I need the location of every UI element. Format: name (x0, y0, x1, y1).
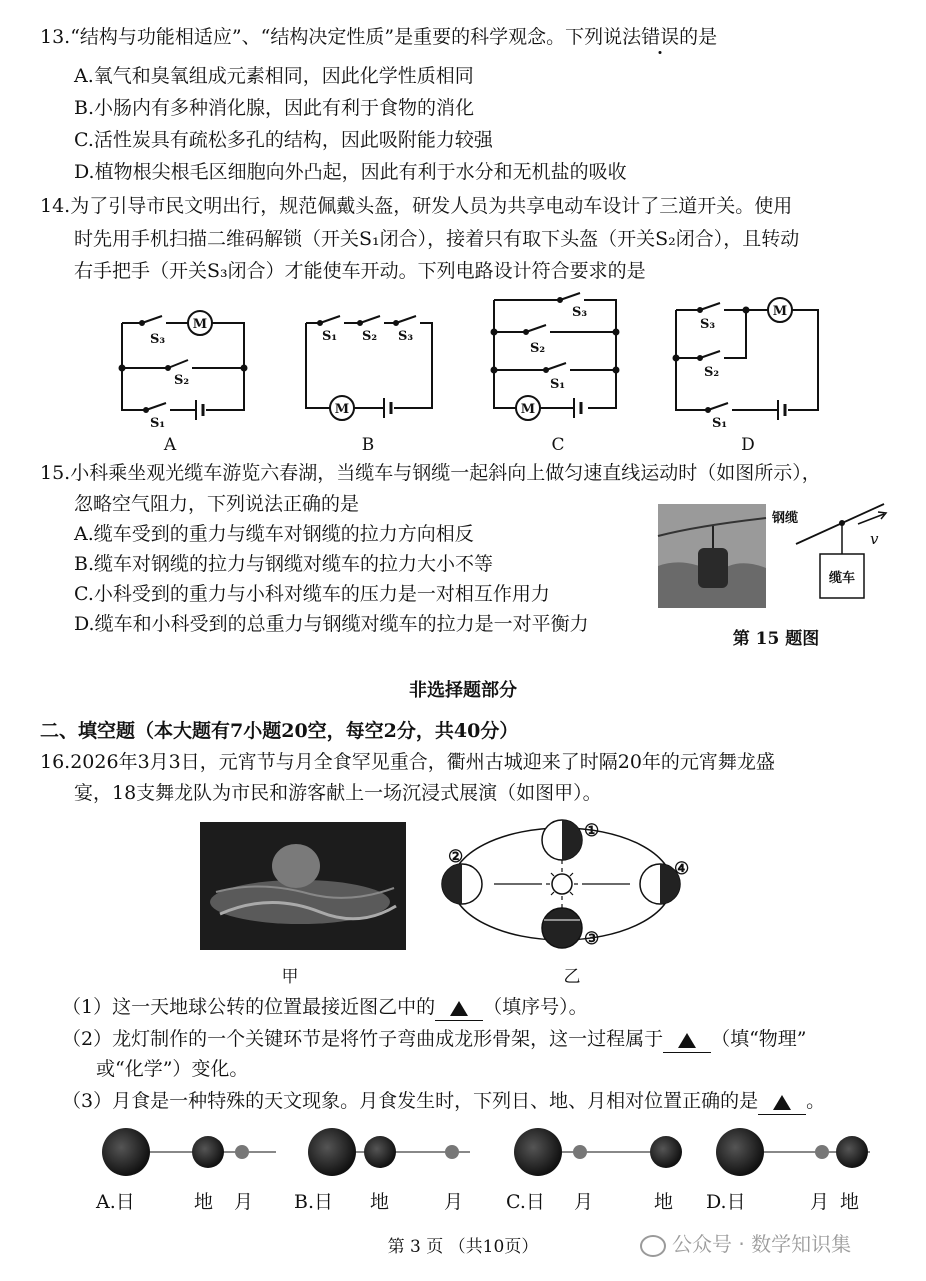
fig-jia-caption: 甲 (281, 967, 299, 987)
sun-icon (514, 1128, 562, 1176)
choice-d-right: 地 (840, 1191, 860, 1213)
choice-a-figure (102, 1128, 276, 1176)
choice-c-mid: 月 (574, 1191, 594, 1213)
orbit-label-1: ① (584, 821, 600, 841)
circuit-c-motor: M (520, 402, 536, 417)
circuit-d-s1: S₁ (712, 416, 728, 431)
eclipse-choices-figure (80, 1122, 880, 1222)
earth-orbit-diagram (434, 812, 704, 960)
q14-circuits-figure (0, 290, 926, 460)
circuit-b-s2: S₂ (362, 329, 378, 344)
choice-b-right: 月 (444, 1191, 464, 1213)
dragon-dance-photo (200, 822, 406, 952)
q14-line-3: 右手把手（开关S₃闭合）才能使车开动。下列电路设计符合要求的是 (74, 260, 646, 282)
circuit-c-s1: S₁ (550, 377, 566, 392)
answer-blank-2[interactable] (663, 1026, 711, 1053)
q15-option-d: D.缆车和小科受到的总重力与钢缆对缆车的拉力是一对平衡力 (74, 613, 589, 635)
cable-label: 钢缆 (772, 511, 799, 526)
circuit-b-s1: S₁ (322, 329, 338, 344)
sun-icon (552, 874, 572, 894)
circuit-d-s3: S₃ (700, 317, 716, 332)
q15-option-a: A.缆车受到的重力与缆车对钢缆的拉力方向相反 (74, 523, 474, 545)
orbit-label-3: ③ (584, 929, 600, 949)
fig-yi-caption: 乙 (563, 967, 581, 987)
page-footer: 第 3 页 （共10页） (387, 1237, 539, 1257)
earth-icon (650, 1136, 682, 1168)
circuit-c-label: C (551, 435, 565, 455)
circuit-d-motor: M (772, 304, 788, 319)
q15-line-2: 忽略空气阻力，下列说法正确的是 (74, 493, 360, 515)
q13-emphasis: 错误 (641, 26, 680, 48)
circuit-a (120, 311, 247, 420)
circuit-c-s2: S₂ (530, 341, 546, 356)
q15-option-b: B.缆车对钢缆的拉力与钢缆对缆车的拉力大小不等 (74, 553, 494, 575)
watermark: 公众号 · 数学知识集 (640, 1228, 851, 1257)
moon-icon (445, 1145, 459, 1159)
circuit-a-motor: M (192, 317, 208, 332)
circuit-d (674, 298, 819, 420)
orbit-label-2: ② (448, 847, 464, 867)
choice-d-figure (716, 1128, 870, 1176)
circuit-c (492, 293, 619, 420)
choice-a-mid: 地 (194, 1191, 214, 1213)
earth-icon (364, 1136, 396, 1168)
earth-icon (192, 1136, 224, 1168)
choice-b-mid: 地 (370, 1191, 390, 1213)
choice-c-right: 地 (654, 1191, 674, 1213)
sun-icon (308, 1128, 356, 1176)
q16-sub1: （1）这一天地球公转的位置最接近图乙中的 （填序号）。 (62, 994, 588, 1021)
circuit-c-s3: S₃ (572, 305, 588, 320)
circuit-b-motor: M (334, 402, 350, 417)
q13-option-d: D.植物根尖根毛区细胞向外凸起，因此有利于水分和无机盐的吸收 (74, 161, 627, 183)
q15-option-c: C.小科受到的重力与小科对缆车的压力是一对相互作用力 (74, 583, 550, 605)
q15-figure-caption: 第 15 题图 (732, 629, 820, 649)
choice-a-right: 月 (234, 1191, 254, 1213)
circuit-d-label: D (741, 435, 755, 455)
earth-position-3 (542, 908, 582, 948)
choice-d-letter: D.日 (706, 1191, 746, 1213)
q16-sub2: （2）龙灯制作的一个关键环节是将竹子弯曲成龙形骨架，这一过程属于 （填“物理” (62, 1026, 807, 1053)
q16-sub2-cont: 或“化学”）变化。 (96, 1058, 249, 1080)
velocity-label: v (870, 530, 879, 548)
circuit-a-s1: S₁ (150, 416, 166, 431)
q14-line-1: 14.为了引导市民文明出行，规范佩戴头盔，研发人员为共享电动车设计了三道开关。使用 (40, 195, 793, 217)
part2-heading: 二、填空题（本大题有7小题20空，每空2分，共40分） (40, 720, 519, 742)
circuit-d-s2: S₂ (704, 365, 720, 380)
q14-line-2: 时先用手机扫描二维码解锁（开关S₁闭合），接着只有取下头盔（开关S₂闭合），且转动 (74, 228, 800, 250)
moon-icon (815, 1145, 829, 1159)
choice-c-letter: C.日 (506, 1191, 545, 1213)
car-label: 缆车 (828, 571, 856, 586)
moon-icon (573, 1145, 587, 1159)
choice-b-letter: B.日 (294, 1191, 334, 1213)
sun-icon (102, 1128, 150, 1176)
q13-stem: 13.“结构与功能相适应”、“结构决定性质”是重要的科学观念。下列说法错误的是 (40, 26, 718, 48)
circuit-b-label: B (361, 435, 375, 455)
circuit-a-s3: S₃ (150, 332, 166, 347)
q15-cablecar-figure (656, 496, 906, 626)
q16-sub3: （3）月食是一种特殊的天文现象。月食发生时，下列日、地、月相对位置正确的是 。 (62, 1088, 825, 1115)
wechat-icon (640, 1235, 666, 1257)
q13-option-b: B.小肠内有多种消化腺，因此有利于食物的消化 (74, 97, 475, 119)
answer-blank-3[interactable] (758, 1088, 806, 1115)
section-heading: 非选择题部分 (409, 680, 517, 701)
moon-icon (235, 1145, 249, 1159)
choice-b-figure (308, 1128, 470, 1176)
q13-option-a: A.氧气和臭氧组成元素相同，因此化学性质相同 (74, 65, 474, 87)
choice-c-figure (514, 1128, 682, 1176)
orbit-label-4: ④ (674, 859, 690, 879)
circuit-a-s2: S₂ (174, 373, 190, 388)
answer-blank-1[interactable] (435, 994, 483, 1021)
circuit-a-label: A (163, 435, 177, 455)
choice-d-mid: 月 (810, 1191, 830, 1213)
circuit-b-s3: S₃ (398, 329, 414, 344)
q16-line-1: 16.2026年3月3日，元宵节与月全食罕见重合，衢州古城迎来了时隔20年的元宵舞龙盛 (40, 751, 775, 773)
earth-icon (836, 1136, 868, 1168)
choice-a-letter: A.日 (96, 1191, 135, 1213)
q13-option-c: C.活性炭具有疏松多孔的结构，因此吸附能力较强 (74, 129, 493, 151)
sun-icon (716, 1128, 764, 1176)
q16-line-2: 宴，18支舞龙队为市民和游客献上一场沉浸式展演（如图甲）。 (74, 782, 602, 804)
q15-line-1: 15.小科乘坐观光缆车游览六春湖，当缆车与钢缆一起斜向上做匀速直线运动时（如图所示）， (40, 462, 821, 484)
